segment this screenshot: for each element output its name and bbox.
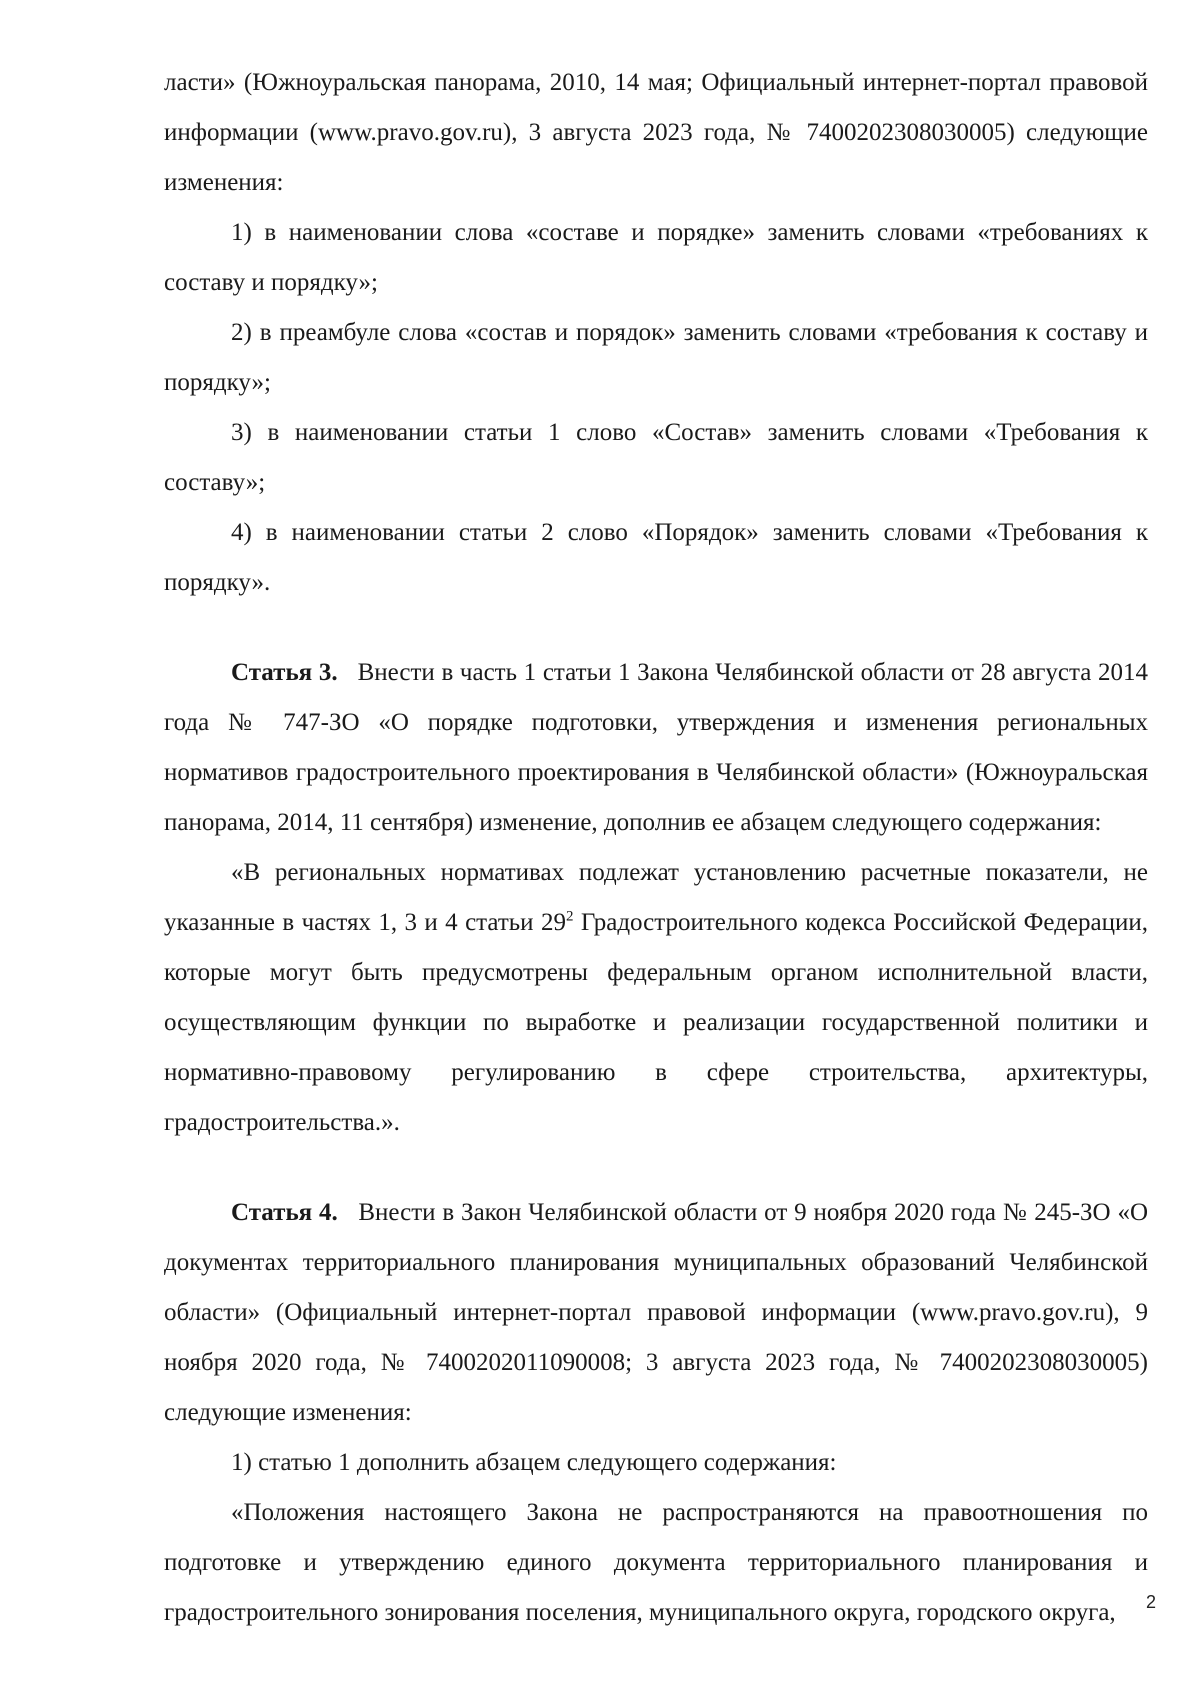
page-number: 2	[1145, 1592, 1156, 1612]
list-item: 3) в наименовании статьи 1 слово «Состав» заменить словами «Требования к составу»;	[164, 419, 1148, 496]
article-3-label: Статья 3.	[231, 659, 338, 686]
list-item: 4) в наименовании статьи 2 слово «Порядок» заменить словами «Требования к порядку».	[164, 519, 1148, 596]
quote-text-part2: Градостроительного кодекса Российской Федерации, которые могут быть предусмотрены федеральным органом исполнительной власти, осуществляющим функции по выработке и реализации государственной политики и нормативно-правовому регулированию в сфере строительства, архитектуры, градостроительства.».	[164, 909, 1148, 1136]
superscript: 2	[565, 908, 574, 925]
article-4-item-1: 1) статью 1 дополнить абзацем следующего содержания:	[231, 1449, 837, 1476]
article-3-text: Внести в часть 1 статьи 1 Закона Челябинской области от 28 августа 2014 года № 747-ЗО «О порядке подготовки, утверждения и изменения региональных нормативов градостроительного проектирования в Челябинской области» (Южноуральская панорама, 2014, 11 сентября) изменение, дополнив ее абзацем следующего содержания:	[164, 659, 1148, 836]
list-item: 2) в преамбуле слова «состав и порядок» заменить словами «требования к составу и порядку»;	[164, 319, 1148, 396]
article-4-quote: «Положения настоящего Закона не распространяются на правоотношения по подготовке и утверждению единого документа территориального планирования и градостроительного зонирования поселения, муниципального округа, городского округа,	[164, 1499, 1148, 1626]
list-item: 1) в наименовании слова «составе и порядке» заменить словами «требованиях к составу и порядку»;	[164, 219, 1148, 296]
article-3-paragraph	[164, 648, 1148, 848]
article-4-label: Статья 4.	[231, 1199, 338, 1226]
document-page	[164, 58, 1148, 1638]
quote-text-part1: «В региональных нормативах подлежат установлению расчетные показатели, не указанные в частях 1, 3 и 4 статьи 29	[164, 859, 1148, 936]
intro-paragraph: ласти» (Южноуральская панорама, 2010, 14 мая; Официальный интернет-портал правовой информации (www.pravo.gov.ru), 3 августа 2023 года, № 7400202308030005) следующие изменения:	[164, 69, 1148, 196]
article-4-text: Внести в Закон Челябинской области от 9 ноября 2020 года № 245-ЗО «О документах территориального планирования муниципальных образований Челябинской области» (Официальный интернет-портал правовой информации (www.pravo.gov.ru), 9 ноября 2020 года, № 7400202011090008; 3 августа 2023 года, № 7400202308030005) следующие изменения:	[164, 1199, 1148, 1426]
article-4-paragraph	[164, 1188, 1148, 1438]
article-3-quote	[164, 848, 1148, 1148]
